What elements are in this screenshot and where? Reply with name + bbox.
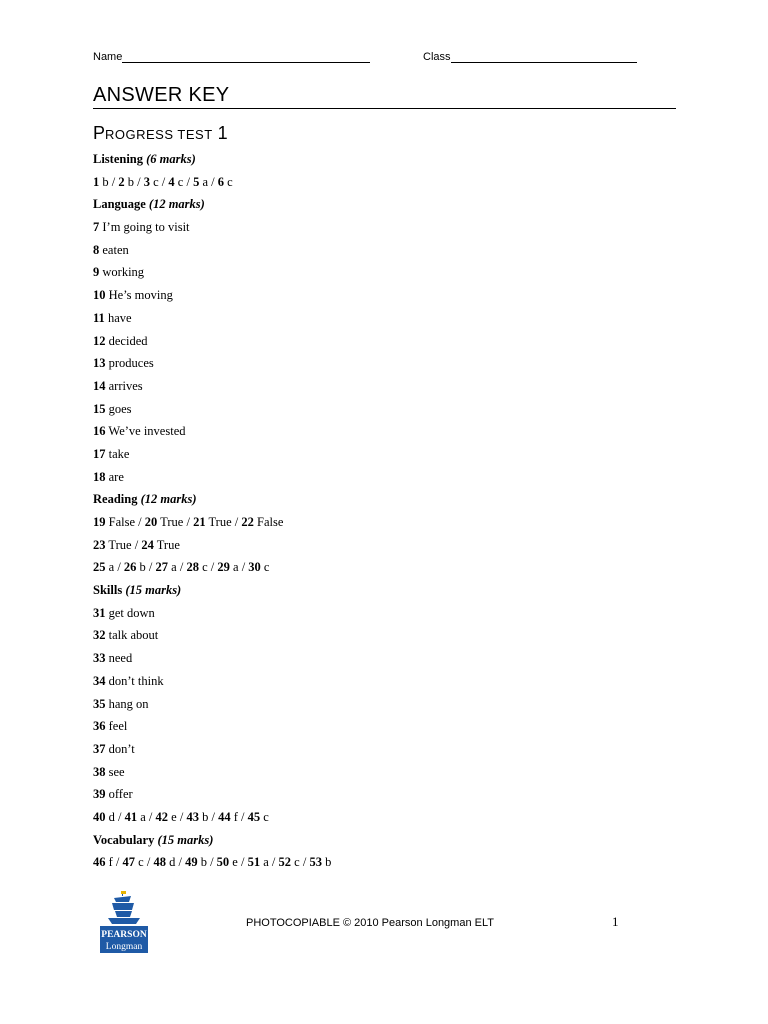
- answer-text: d: [108, 809, 115, 824]
- answer-text: hang on: [108, 696, 149, 711]
- answer-text: b: [325, 855, 332, 870]
- answer-text: are: [108, 469, 124, 484]
- answer-text: a: [108, 560, 115, 575]
- class-blank-line: [451, 50, 637, 63]
- question-number: 9: [93, 265, 100, 280]
- section-marks: (6 marks): [146, 152, 196, 166]
- question-number: 25: [93, 560, 106, 575]
- question-number: 8: [93, 242, 100, 257]
- class-label: Class: [423, 51, 451, 63]
- question-number: 42: [155, 809, 169, 824]
- answer-row: [93, 443, 331, 466]
- question-number: 53: [309, 855, 322, 870]
- answer-row: 46 f / 47 c / 48 d / 49 b / 50 e / 51 a / 52 c / 53 b: [93, 855, 332, 870]
- section-marks: (15 marks): [157, 832, 214, 847]
- answer-text: b: [202, 809, 209, 824]
- answer-row: 25 a / 26 b / 27 a / 28 c / 29 a / 30 c: [93, 560, 270, 575]
- answer-text: e: [171, 809, 177, 824]
- answer-text: a: [140, 809, 146, 824]
- answer-text: eaten: [102, 242, 129, 257]
- question-number: 4: [168, 174, 175, 189]
- question-number: 23: [93, 537, 106, 552]
- question-number: 27: [155, 560, 169, 575]
- question-number: 16: [93, 424, 106, 439]
- question-number: 14: [93, 378, 106, 393]
- test-title: [93, 123, 228, 144]
- answer-row: [93, 738, 331, 761]
- footer-copyright: PHOTOCOPIABLE © 2010 Pearson Longman ELT: [246, 917, 494, 929]
- question-number: 21: [193, 515, 206, 529]
- section-name: Reading: [93, 492, 138, 507]
- answer-row: [93, 261, 331, 284]
- test-title-initial: P: [93, 123, 106, 143]
- answer-text: a: [233, 560, 239, 575]
- answer-row: [93, 670, 331, 693]
- answer-row: [93, 398, 331, 421]
- section-name: Language: [93, 197, 146, 212]
- logo-text-longman: Longman: [105, 942, 143, 952]
- question-number: 30: [248, 560, 261, 575]
- answer-row: [93, 330, 331, 353]
- question-number: 35: [93, 696, 106, 711]
- question-number: 1: [93, 174, 100, 189]
- answer-text: a: [171, 560, 177, 575]
- answer-text: True: [108, 537, 132, 552]
- answer-text: False: [257, 515, 284, 529]
- question-number: 36: [93, 719, 106, 734]
- answer-text: c: [294, 855, 300, 870]
- answer-text: b: [139, 560, 146, 575]
- question-number: 46: [93, 855, 106, 870]
- answer-row: 23 True / 24 True: [93, 537, 180, 552]
- answer-row: [93, 239, 331, 262]
- answer-row: 19 False / 20 True / 21 True / 22 False: [93, 515, 284, 529]
- answer-row: [93, 761, 331, 784]
- name-label: Name: [93, 51, 123, 63]
- class-field: [423, 50, 637, 63]
- answer-list: [93, 148, 331, 874]
- answer-text: produces: [108, 356, 154, 371]
- answer-text: True: [208, 515, 232, 529]
- question-number: 45: [247, 809, 261, 824]
- answer-row: [93, 307, 331, 330]
- answer-text: We’ve invested: [108, 424, 186, 439]
- pearson-logo: [96, 890, 152, 954]
- section-heading: [93, 829, 331, 852]
- answer-row: [93, 783, 331, 806]
- section-heading: [93, 579, 331, 602]
- question-number: 11: [93, 310, 105, 325]
- question-number: 2: [118, 174, 125, 189]
- question-number: 34: [93, 673, 106, 688]
- answer-text: don’t think: [108, 673, 164, 688]
- question-number: 44: [218, 809, 231, 824]
- section-name: Vocabulary: [93, 832, 155, 847]
- question-number: 12: [93, 333, 106, 348]
- answer-row: [93, 284, 331, 307]
- answer-text: talk about: [108, 628, 159, 643]
- answer-row: [93, 602, 331, 625]
- answer-row: [93, 352, 331, 375]
- answer-text: get down: [108, 605, 155, 620]
- question-number: 43: [186, 809, 199, 824]
- answer-text: goes: [108, 401, 132, 416]
- section-heading: [93, 148, 331, 171]
- answer-text: True: [156, 537, 180, 552]
- section-marks: (15 marks): [125, 583, 182, 598]
- question-number: 28: [186, 560, 199, 575]
- answer-text: False: [108, 515, 136, 529]
- section-name: Skills: [93, 583, 123, 598]
- answer-text: He’s moving: [108, 288, 173, 303]
- question-number: 7: [93, 220, 100, 235]
- question-number: 33: [93, 651, 106, 666]
- question-number: 50: [216, 855, 230, 870]
- question-number: 41: [124, 809, 138, 824]
- section-name: Listening: [93, 152, 144, 166]
- question-number: 5: [193, 174, 200, 189]
- question-number: 3: [143, 174, 150, 189]
- answer-text: b: [200, 855, 207, 870]
- name-blank-line: [122, 50, 370, 63]
- answer-text: offer: [108, 787, 133, 802]
- question-number: 40: [93, 809, 106, 824]
- answer-row: [93, 647, 331, 670]
- answer-text: c: [227, 174, 233, 189]
- question-number: 48: [153, 855, 166, 870]
- answer-text: f: [233, 809, 238, 824]
- question-number: 49: [185, 855, 198, 870]
- answer-text: don’t: [108, 741, 135, 756]
- answer-text: b: [127, 174, 134, 189]
- answer-row: 1 b / 2 b / 3 c / 4 c / 5 a / 6 c: [93, 174, 233, 189]
- page-title: ANSWER KEY: [93, 84, 230, 106]
- question-number: 15: [93, 401, 106, 416]
- section-heading: [93, 488, 331, 511]
- question-number: 10: [93, 288, 106, 303]
- answer-row: [93, 624, 331, 647]
- answer-row: [93, 693, 331, 716]
- answer-text: a: [202, 174, 208, 189]
- question-number: 31: [93, 605, 106, 620]
- answer-text: have: [107, 310, 132, 325]
- answer-text: c: [138, 855, 144, 870]
- logo-text-pearson: PEARSON: [101, 930, 147, 940]
- answer-text: f: [108, 855, 113, 870]
- test-title-rest: ROGRESS TEST: [105, 127, 213, 142]
- answer-row: 40 d / 41 a / 42 e / 43 b / 44 f / 45 c: [93, 809, 269, 824]
- question-number: 39: [93, 787, 106, 802]
- question-number: 32: [93, 628, 106, 643]
- question-number: 13: [93, 356, 106, 371]
- section-marks: (12 marks): [148, 197, 205, 212]
- answer-text: c: [177, 174, 184, 189]
- question-number: 37: [93, 741, 106, 756]
- answer-text: decided: [108, 333, 148, 348]
- page-number: 1: [612, 914, 619, 929]
- answer-text: d: [169, 855, 176, 870]
- question-number: 6: [217, 174, 224, 189]
- answer-row: [93, 375, 331, 398]
- answer-text: see: [108, 764, 125, 779]
- title-divider: [93, 108, 676, 109]
- answer-text: need: [108, 651, 133, 666]
- answer-text: c: [202, 560, 208, 575]
- question-number: 24: [141, 537, 154, 552]
- answer-text: a: [263, 855, 269, 870]
- question-number: 17: [93, 446, 106, 461]
- question-number: 26: [123, 560, 137, 575]
- answer-row: [93, 466, 331, 489]
- answer-text: c: [263, 809, 269, 824]
- question-number: 22: [241, 515, 254, 529]
- answer-row: [93, 216, 331, 239]
- answer-row: [93, 715, 331, 738]
- question-number: 52: [278, 855, 292, 870]
- question-number: 18: [93, 469, 106, 484]
- question-number: 29: [217, 560, 230, 575]
- section-heading: [93, 193, 331, 216]
- answer-text: I’m going to visit: [102, 220, 190, 235]
- answer-text: b: [102, 174, 109, 189]
- answer-text: c: [153, 174, 159, 189]
- answer-row: [93, 420, 331, 443]
- answer-text: arrives: [108, 378, 143, 393]
- question-number: 51: [247, 855, 261, 870]
- answer-text: c: [263, 560, 270, 575]
- answer-text: take: [108, 446, 130, 461]
- answer-text: True: [160, 515, 184, 529]
- question-number: 47: [122, 855, 136, 870]
- answer-text: e: [232, 855, 238, 870]
- question-number: 38: [93, 764, 106, 779]
- section-marks: (12 marks): [140, 492, 197, 507]
- question-number: 19: [93, 515, 106, 529]
- test-number: 1: [217, 123, 228, 143]
- answer-text: feel: [108, 719, 128, 734]
- question-number: 20: [144, 515, 158, 529]
- name-field: [93, 50, 370, 63]
- answer-text: working: [102, 265, 145, 280]
